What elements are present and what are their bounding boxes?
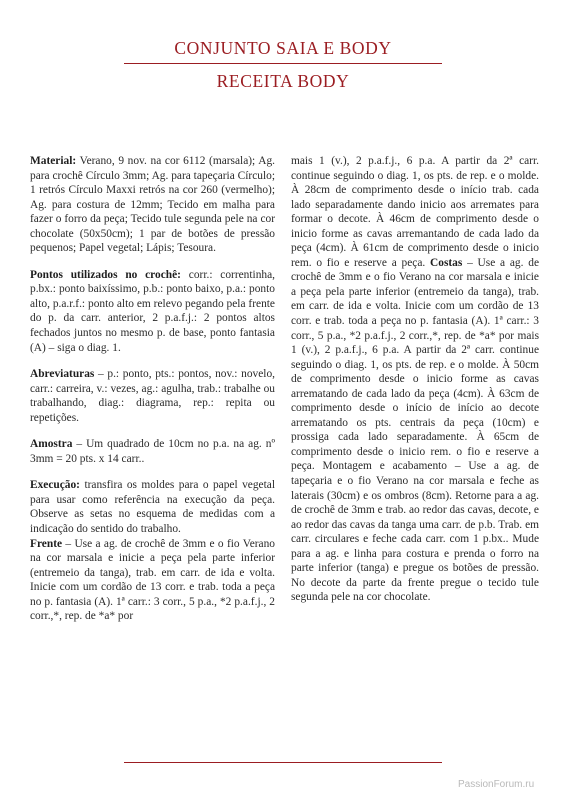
amostra-label: Amostra: [30, 438, 73, 451]
pontos-label: Pontos utilizados no crochê:: [30, 268, 181, 281]
watermark: PassionForum.ru: [458, 779, 535, 790]
execucao-label: Execução:: [30, 479, 80, 492]
costas-label: Costas: [430, 256, 463, 269]
frente-text: – Use a ag. de crochê de 3mm e o fio Verano na cor marsala e inicie a peça pela parte inferior (entremeio da tanga), trab. em carr. de ida e volta. Inicie com um cordão de 13 corr. e trab. toda a peça no p. fantasia (A). 1ª carr.: 3 corr., 5 p.a., *2 p.a.f.j., 2 corr.,*, rep. de *a* por: [30, 537, 275, 623]
material-text: Verano, 9 nov. na cor 6112 (marsala); Ag. para crochê Círculo 3mm; Ag. para tapeçaria Círculo; 1 retrós Círculo Maxxi retrós na cor 260 (vermelho); Ag. para costura de 12mm; Tecido em malha para fazer o forro da peça; Tecido tule segunda pele na cor chocolate (50x50cm); 1 par de botões de pressão pequenos; Papel vegetal; Lápis; Tesoura.: [30, 155, 275, 255]
page-title: CONJUNTO SAIA E BODY: [174, 38, 392, 58]
frente-continuation-text: mais 1 (v.), 2 p.a.f.j., 6 p.a. A partir da 2ª carr. continue seguindo o diag. 1, os pts. de rep. e o molde. À 28cm de comprimento desde o início trab. cada lado separadamente dando inicio aos arremates para formar o decote. À 46cm de comprimento desde o inicio forme as cavas arremantando de cada lado da peça (4cm). À 61cm de comprimento desde o inicio rem. o fio e reserve a peça.: [291, 155, 539, 269]
page-subtitle: RECEITA BODY: [216, 71, 350, 91]
frente-paragraph: [30, 537, 275, 624]
pontos-text: corr.: correntinha, p.bx.: ponto baixíssimo, p.b.: ponto baixo, p.a.: ponto alto, p.a.r.f.: ponto alto em relevo pegando pela frente do p. da carr. anterior, 2 p.a.f.j.: 2 pontos altos fechados juntos no mesmo p. de base, ponto fantasia (A) – siga o diag. 1.: [30, 268, 275, 354]
right-column: [291, 154, 539, 605]
frente-label: Frente: [30, 537, 63, 550]
abreviaturas-label: Abreviaturas: [30, 368, 95, 381]
continuation-paragraph: [291, 154, 539, 605]
pontos-paragraph: [30, 268, 275, 355]
execucao-paragraph: [30, 478, 275, 536]
title-divider: [124, 63, 442, 64]
execucao-text: transfira os moldes para o papel vegetal para usar como referência na execução da peça. Observe as setas no esquema de medidas com a indicação do sentido do trabalho.: [30, 479, 275, 536]
left-column: [30, 154, 275, 624]
material-label: Material:: [30, 155, 77, 167]
material-paragraph: [30, 154, 275, 256]
costas-text: – Use a ag. de crochê de 3mm e o fio Verano na cor marsala e inicie a peça pela parte inferior (entremeio da tanga), trab. em carr. de ida e volta. Inicie com um cordão de 13 corr. e trab. toda a peça no p. fantasia (A). 1ª carr.: 3 corr., 5 p.a., *2 p.a.f.j., 2 corr.,*, rep. de *a* por mais 1 (v.), 2 p.a.f.j., 6 p.a. A partir da 2ª carr. continue seguindo o diag. 1, os pts. de rep. e o molde. À 50cm de comprimento desde o inicio forme as cavas arrematando de cada lado da peça (4cm). À 63cm de comprimento desde o início de início ao decote arrematando os pts. centrais da peça (10cm) e prossiga cada lado separadamente. À 65cm de comprimento desde o inicio rem. o fio e reserve a peça. Montagem e acabamento – Use a ag. de tapeçaria e o fio Verano na cor marsala e feche as laterais (30cm) e os ombros (8cm). Retorne para a ag. de crochê de 3mm e trab. ao redor das cavas, decote, e ao redor das cavas da tanga uma carr. de p.b. Trab. em carr. circulares e feche cada carr. com 1 p.bx.. Mude para a ag. e linha para costura e prenda o forro na parte inferior (tanga) e pregue os botões de pressão. No decote da parte da frente pregue o tecido tule segunda pele na cor chocolate.: [291, 256, 539, 604]
abreviaturas-paragraph: [30, 367, 275, 425]
amostra-text: – Um quadrado de 10cm no p.a. na ag. nº 3mm = 20 pts. x 14 carr..: [30, 438, 275, 465]
footer-divider: [124, 762, 442, 763]
amostra-paragraph: [30, 437, 275, 466]
abreviaturas-text: – p.: ponto, pts.: pontos, nov.: novelo, carr.: carreira, v.: vezes, ag.: agulha, trab.: trabalhe ou trabalhando, diag.: diagrama, rep.: repita ou repetições.: [30, 368, 275, 424]
